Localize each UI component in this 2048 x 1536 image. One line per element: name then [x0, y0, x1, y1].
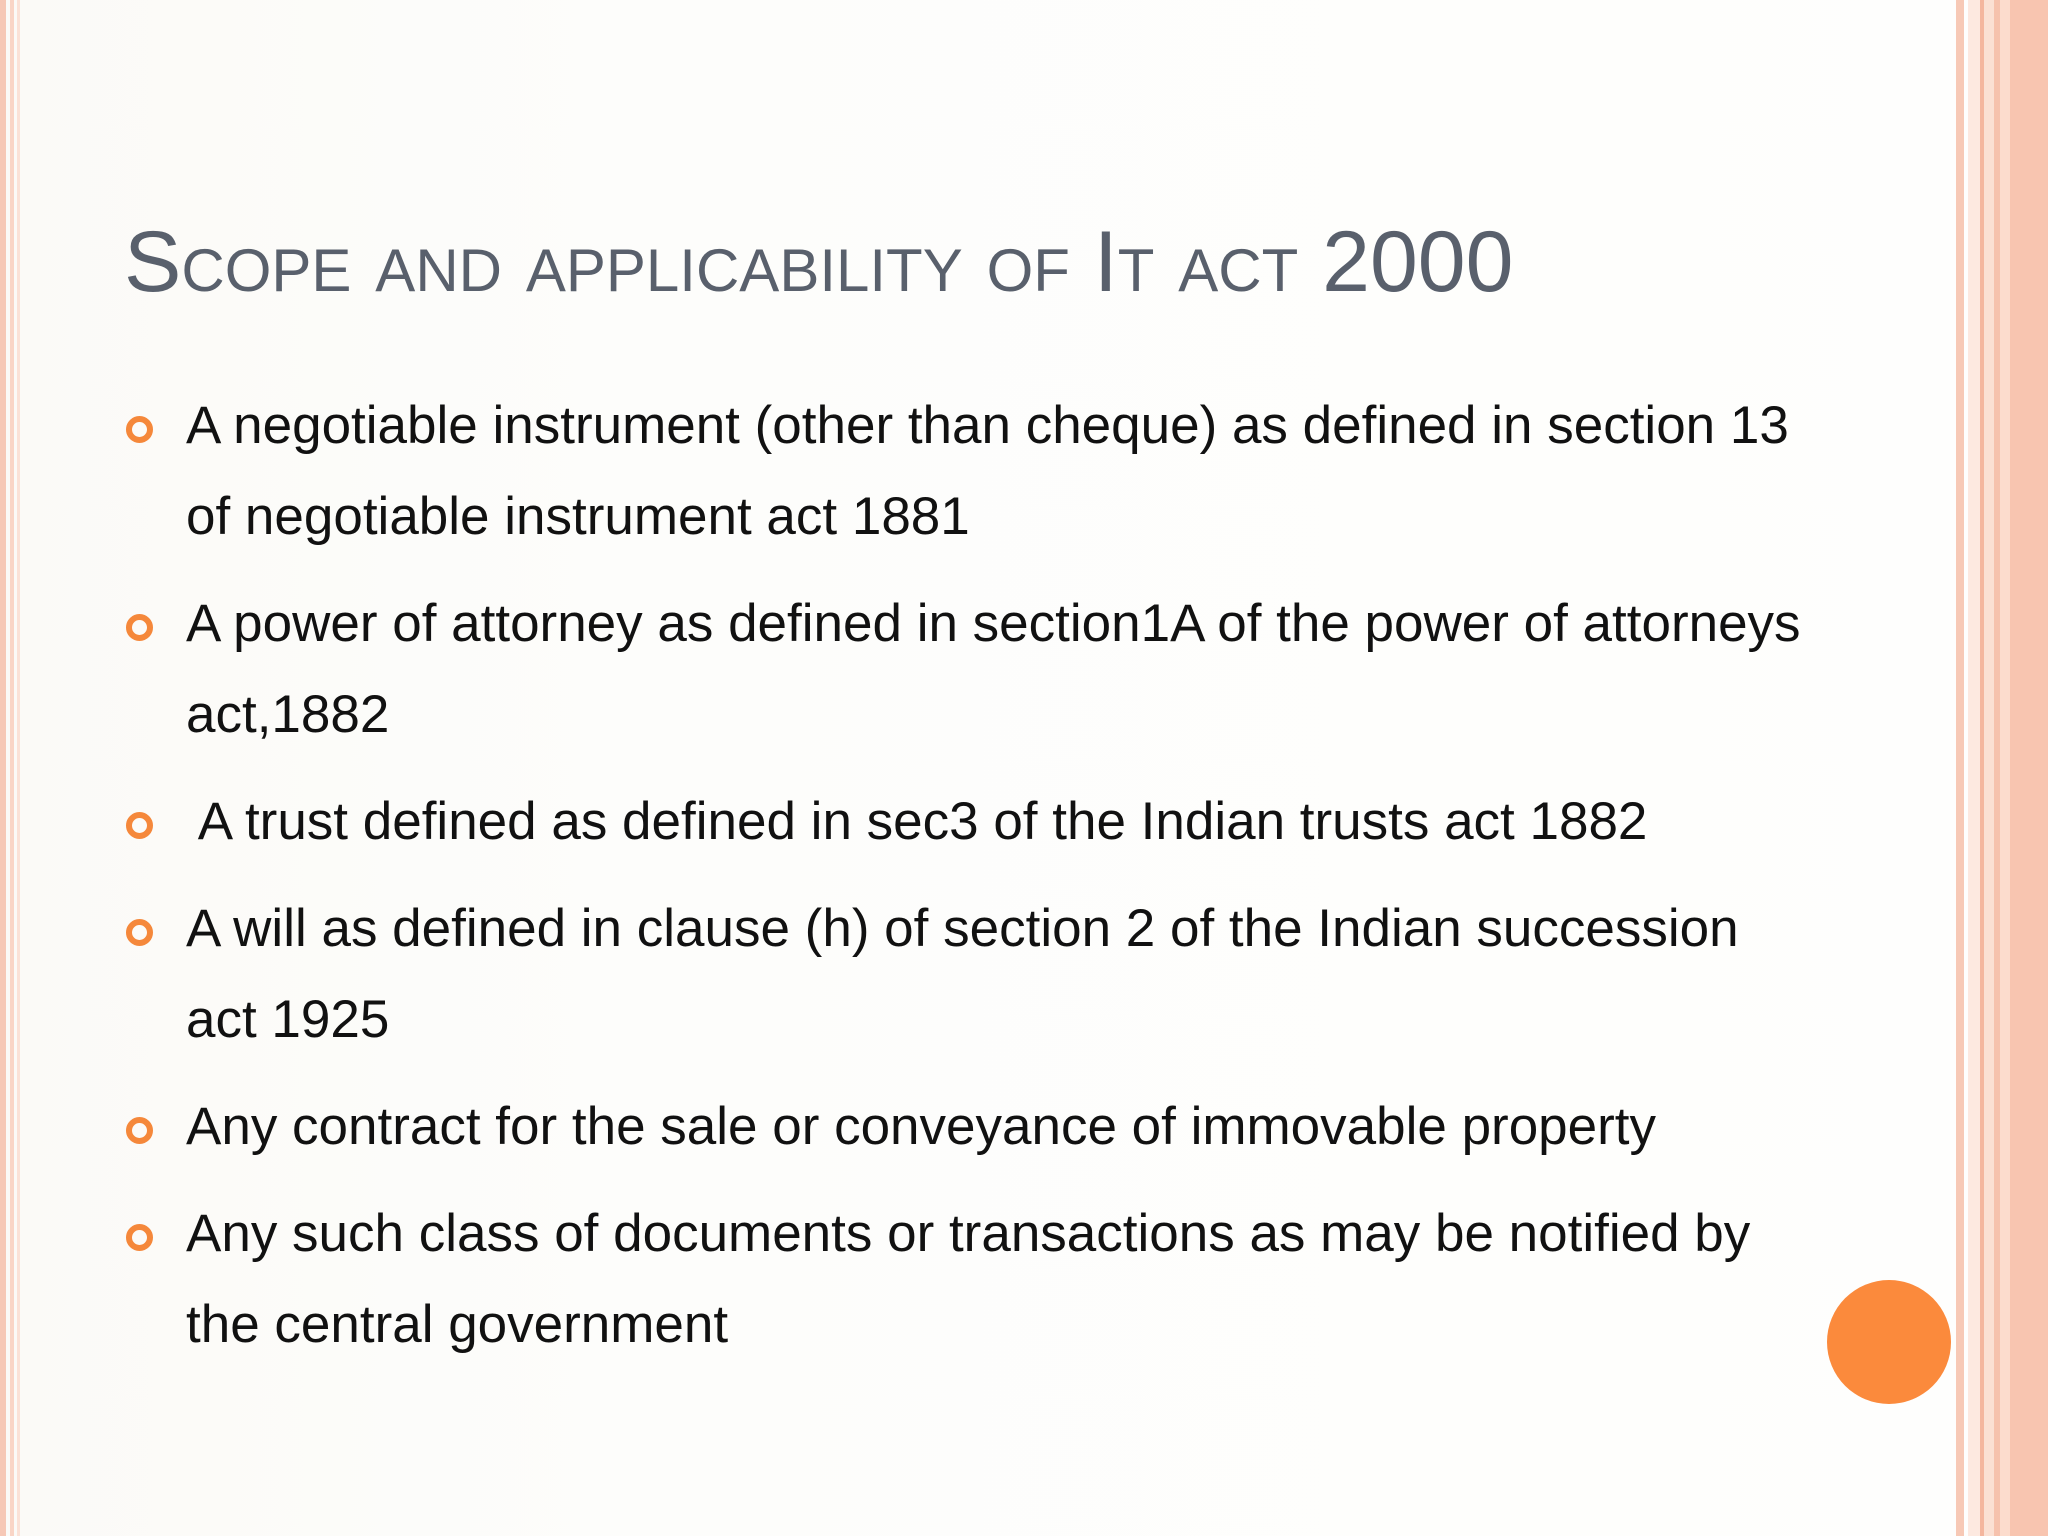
bullet-item	[124, 380, 1824, 562]
bullet-item	[124, 578, 1824, 760]
bullet-item	[124, 1188, 1824, 1370]
right-border-stripe	[1956, 0, 1964, 1536]
bullet-text: Any contract for the sale or conveyance of immovable property	[186, 1097, 1656, 1156]
hollow-circle-icon	[126, 919, 153, 946]
right-border-stripe	[2000, 0, 2010, 1536]
left-border-stripe	[0, 0, 6, 1536]
bullet-text: A will as defined in clause (h) of section 2 of the Indian succession act 1925	[186, 899, 1739, 1049]
left-border-stripe	[10, 0, 14, 1536]
right-border-stripe	[1984, 0, 1994, 1536]
bullet-item	[124, 883, 1824, 1065]
bullet-item	[124, 1081, 1824, 1172]
hollow-circle-icon	[126, 416, 153, 443]
bullet-item	[124, 776, 1824, 867]
hollow-circle-icon	[126, 1224, 153, 1251]
hollow-circle-icon	[126, 812, 153, 839]
left-border-stripe	[17, 0, 20, 1536]
hollow-circle-icon	[126, 1117, 153, 1144]
orange-circle-decoration	[1827, 1280, 1951, 1404]
hollow-circle-icon	[126, 614, 153, 641]
right-border-stripe	[2010, 0, 2048, 1536]
bullet-text: A negotiable instrument (other than cheque) as defined in section 13 of negotiable instrument act 1881	[186, 396, 1789, 546]
right-border-stripe	[1968, 0, 1980, 1536]
bullet-list	[124, 380, 1824, 1386]
slide-title: Scope and applicability of It act 2000	[124, 214, 1514, 310]
bullet-text: A trust defined as defined in sec3 of the Indian trusts act 1882	[186, 792, 1648, 851]
bullet-text: Any such class of documents or transactions as may be notified by the central government	[186, 1204, 1751, 1354]
bullet-text: A power of attorney as defined in section1A of the power of attorneys act,1882	[186, 594, 1801, 744]
